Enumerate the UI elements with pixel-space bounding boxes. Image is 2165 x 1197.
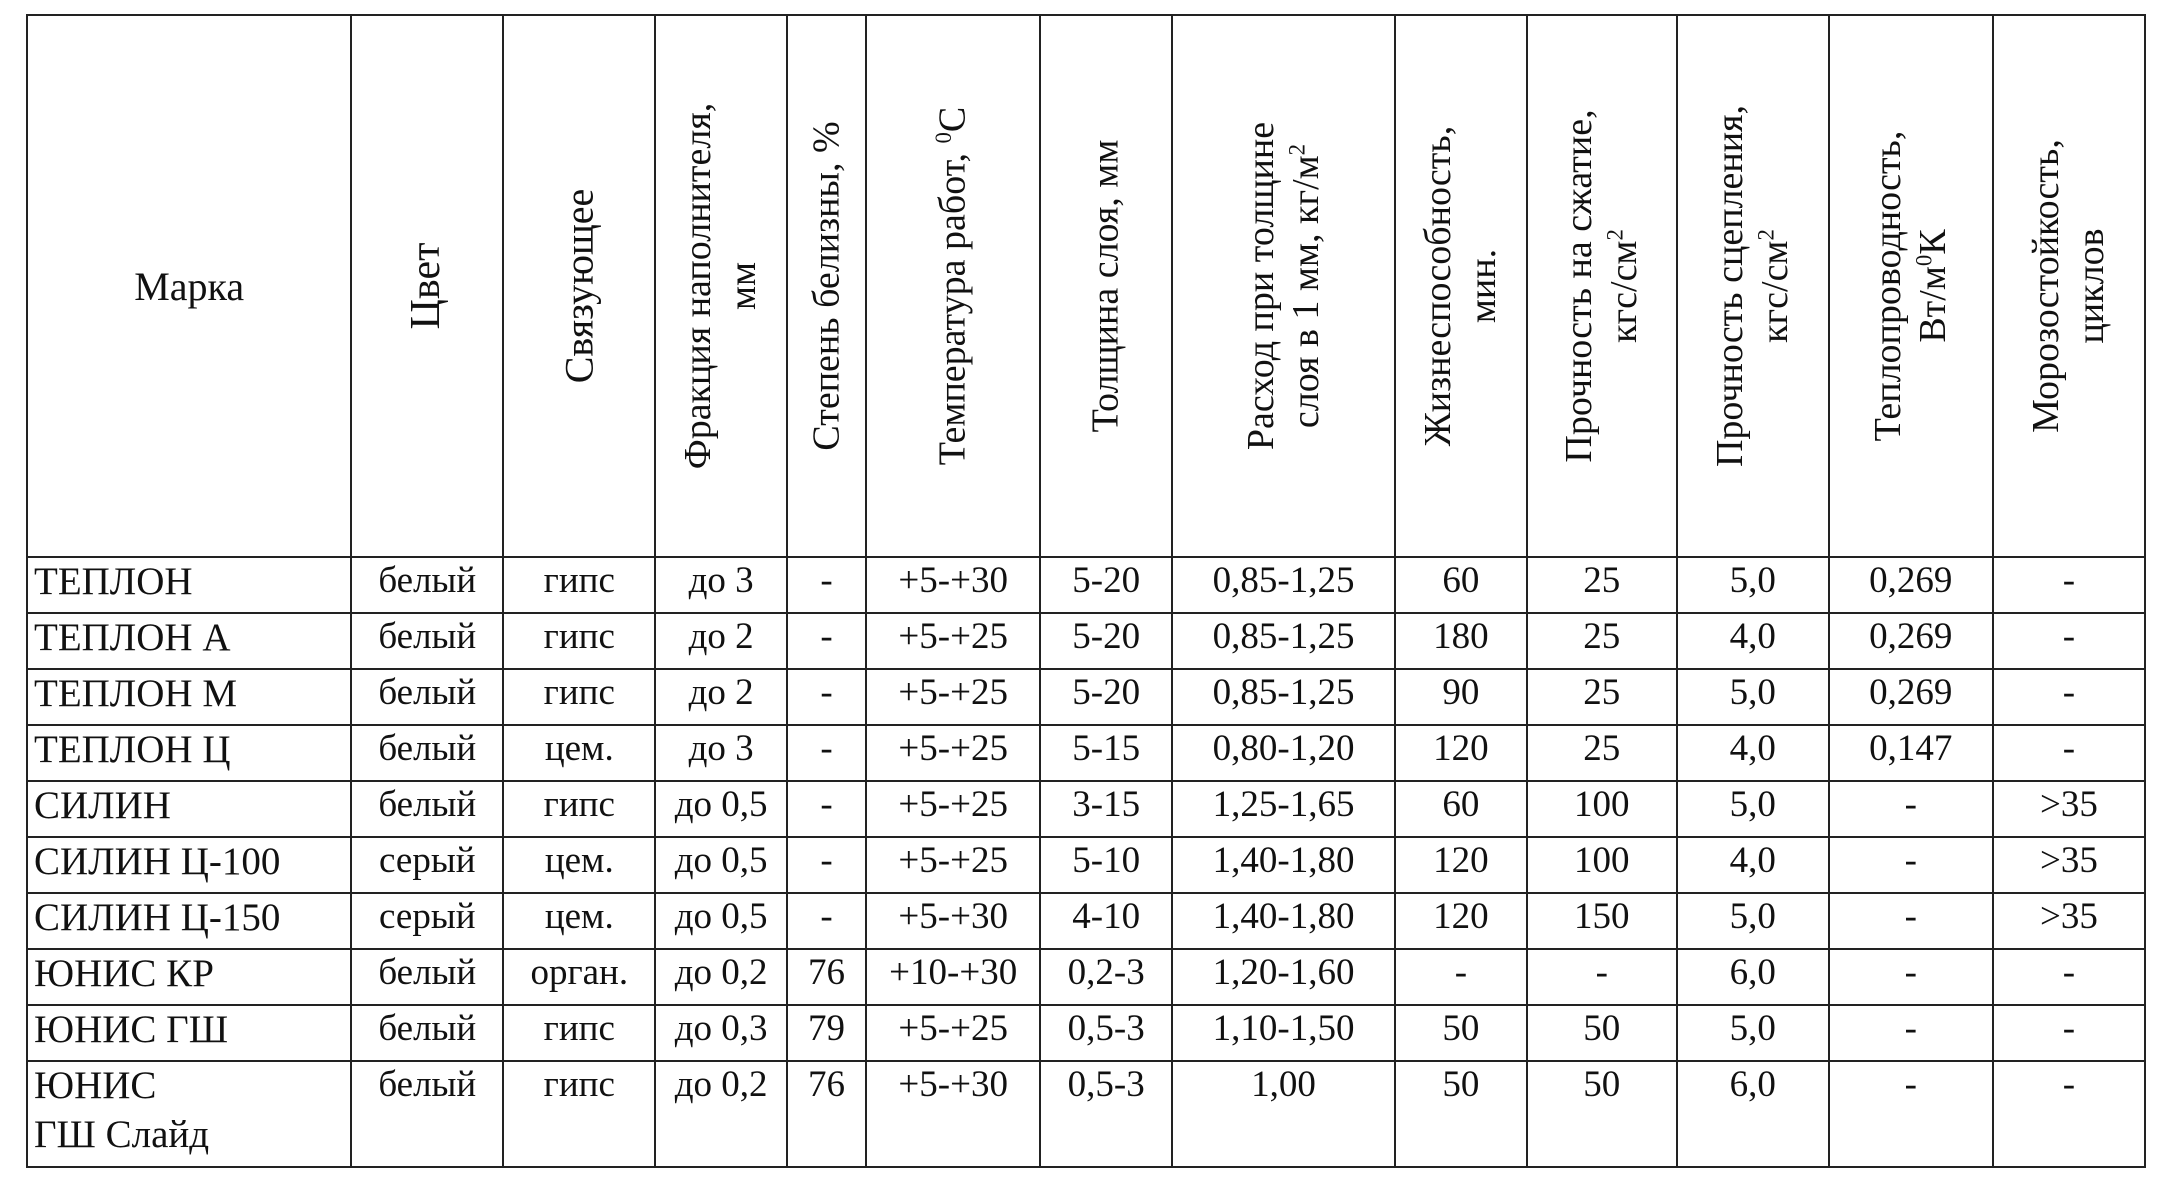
cell-whiteness: 76 xyxy=(787,949,866,1005)
cell-frost: - xyxy=(1993,1005,2145,1061)
cell-temperature: +5-+30 xyxy=(866,1061,1040,1167)
cell-frost: >35 xyxy=(1993,837,2145,893)
cell-adhesion: 4,0 xyxy=(1677,613,1829,669)
header-compressive-strength xyxy=(1527,15,1677,557)
header-consumption-sup: 2 xyxy=(1283,143,1309,156)
cell-whiteness: - xyxy=(787,557,866,613)
cell-fraction: до 3 xyxy=(655,725,787,781)
cell-adhesion: 5,0 xyxy=(1677,781,1829,837)
header-marka: Марка xyxy=(27,15,351,557)
cell-name: СИЛИН xyxy=(27,781,351,837)
header-fraction-line2: мм xyxy=(722,261,765,311)
header-frost-line2: циклов xyxy=(2069,228,2112,344)
cell-thermal: 0,269 xyxy=(1829,557,1993,613)
cell-compress: 100 xyxy=(1527,837,1677,893)
cell-color: белый xyxy=(351,557,503,613)
header-adhesion-line2: кгс/см xyxy=(1753,240,1796,343)
cell-fraction: до 0,5 xyxy=(655,893,787,949)
cell-thermal: 0,269 xyxy=(1829,669,1993,725)
header-adhesion-sup: 2 xyxy=(1753,229,1779,241)
cell-compress: 25 xyxy=(1527,725,1677,781)
cell-binder: гипс xyxy=(503,557,655,613)
cell-fraction: до 0,5 xyxy=(655,837,787,893)
cell-binder: гипс xyxy=(503,669,655,725)
cell-whiteness: - xyxy=(787,893,866,949)
cell-thickness: 5-20 xyxy=(1040,613,1172,669)
cell-color: белый xyxy=(351,669,503,725)
cell-potlife: 180 xyxy=(1395,613,1527,669)
cell-consumption: 0,85-1,25 xyxy=(1172,557,1395,613)
header-thickness xyxy=(1040,15,1172,557)
cell-adhesion: 4,0 xyxy=(1677,725,1829,781)
cell-name: ТЕПЛОН А xyxy=(27,613,351,669)
header-potlife xyxy=(1395,15,1527,557)
header-thermal-sup: 0 xyxy=(1911,254,1937,267)
table-row xyxy=(27,781,2145,837)
cell-thickness: 5-15 xyxy=(1040,725,1172,781)
cell-thickness: 0,5-3 xyxy=(1040,1005,1172,1061)
header-frost-line1: Морозостойкость, xyxy=(2025,139,2068,433)
cell-whiteness: - xyxy=(787,725,866,781)
cell-adhesion: 6,0 xyxy=(1677,1061,1829,1167)
cell-whiteness: - xyxy=(787,669,866,725)
cell-frost: - xyxy=(1993,1061,2145,1167)
cell-potlife: 120 xyxy=(1395,837,1527,893)
cell-temperature: +5-+25 xyxy=(866,781,1040,837)
cell-thickness: 5-20 xyxy=(1040,669,1172,725)
cell-binder: цем. xyxy=(503,837,655,893)
header-thermal-conductivity xyxy=(1829,15,1993,557)
cell-temperature: +5-+25 xyxy=(866,1005,1040,1061)
cell-color: белый xyxy=(351,1061,503,1167)
cell-adhesion: 5,0 xyxy=(1677,669,1829,725)
cell-thermal: - xyxy=(1829,837,1993,893)
cell-color: белый xyxy=(351,781,503,837)
cell-fraction: до 0,5 xyxy=(655,781,787,837)
cell-compress: 25 xyxy=(1527,669,1677,725)
header-binder-text: Связующее xyxy=(556,188,602,384)
cell-thermal: 0,147 xyxy=(1829,725,1993,781)
cell-potlife: 50 xyxy=(1395,1061,1527,1167)
cell-binder: гипс xyxy=(503,1061,655,1167)
cell-color: белый xyxy=(351,725,503,781)
cell-name: СИЛИН Ц-100 xyxy=(27,837,351,893)
table-row xyxy=(27,893,2145,949)
header-temperature-text: Температура работ, xyxy=(931,153,974,466)
cell-consumption: 0,85-1,25 xyxy=(1172,613,1395,669)
cell-frost: - xyxy=(1993,669,2145,725)
cell-compress: 150 xyxy=(1527,893,1677,949)
cell-fraction: до 2 xyxy=(655,669,787,725)
table-row xyxy=(27,725,2145,781)
header-temperature-sup: 0 xyxy=(931,132,957,144)
header-fraction xyxy=(655,15,787,557)
cell-binder: гипс xyxy=(503,613,655,669)
cell-frost: >35 xyxy=(1993,893,2145,949)
cell-consumption: 1,40-1,80 xyxy=(1172,837,1395,893)
cell-temperature: +5-+25 xyxy=(866,837,1040,893)
cell-consumption: 1,20-1,60 xyxy=(1172,949,1395,1005)
cell-frost: - xyxy=(1993,557,2145,613)
table-row xyxy=(27,1061,2145,1167)
cell-adhesion: 5,0 xyxy=(1677,557,1829,613)
header-thermal-line2: Вт/м xyxy=(1911,266,1954,343)
cell-name xyxy=(27,1061,351,1167)
cell-compress: 25 xyxy=(1527,613,1677,669)
cell-frost: - xyxy=(1993,613,2145,669)
header-fraction-line1: Фракция наполнителя, xyxy=(677,102,720,470)
cell-adhesion: 4,0 xyxy=(1677,837,1829,893)
header-thickness-text: Толщина слоя, мм xyxy=(1084,139,1127,433)
cell-name: ТЕПЛОН xyxy=(27,557,351,613)
header-temperature-unit: С xyxy=(931,106,974,133)
cell-thermal: - xyxy=(1829,893,1993,949)
materials-spec-table xyxy=(26,14,2146,1168)
cell-adhesion: 5,0 xyxy=(1677,893,1829,949)
header-consumption-line2: слоя в 1 мм, кг/м xyxy=(1284,155,1327,429)
cell-adhesion: 6,0 xyxy=(1677,949,1829,1005)
cell-frost: - xyxy=(1993,725,2145,781)
header-compress-sup: 2 xyxy=(1602,229,1628,241)
cell-temperature: +5-+25 xyxy=(866,669,1040,725)
cell-name-line1: ЮНИС xyxy=(34,1064,157,1107)
cell-temperature: +5-+30 xyxy=(866,557,1040,613)
cell-adhesion: 5,0 xyxy=(1677,1005,1829,1061)
table-row xyxy=(27,669,2145,725)
cell-color: белый xyxy=(351,949,503,1005)
cell-name: СИЛИН Ц-150 xyxy=(27,893,351,949)
cell-temperature: +5-+30 xyxy=(866,893,1040,949)
header-adhesion-line1: Прочность сцепления, xyxy=(1708,104,1751,468)
table-row xyxy=(27,1005,2145,1061)
cell-thickness: 5-10 xyxy=(1040,837,1172,893)
header-whiteness xyxy=(787,15,866,557)
cell-name: ЮНИС КР xyxy=(27,949,351,1005)
cell-fraction: до 0,2 xyxy=(655,1061,787,1167)
header-compress-line2: кгс/см xyxy=(1602,240,1645,343)
cell-color: серый xyxy=(351,893,503,949)
cell-potlife: 60 xyxy=(1395,557,1527,613)
cell-color: белый xyxy=(351,613,503,669)
cell-thickness: 0,2-3 xyxy=(1040,949,1172,1005)
cell-consumption: 1,40-1,80 xyxy=(1172,893,1395,949)
cell-compress: 50 xyxy=(1527,1061,1677,1167)
cell-name-line2: ГШ Слайд xyxy=(34,1112,210,1156)
cell-frost: - xyxy=(1993,949,2145,1005)
cell-fraction: до 0,3 xyxy=(655,1005,787,1061)
cell-whiteness: - xyxy=(787,781,866,837)
header-whiteness-text: Степень белизны, % xyxy=(805,121,848,451)
cell-fraction: до 0,2 xyxy=(655,949,787,1005)
cell-binder: гипс xyxy=(503,1005,655,1061)
table-row xyxy=(27,949,2145,1005)
cell-name: ТЕПЛОН М xyxy=(27,669,351,725)
cell-binder: орган. xyxy=(503,949,655,1005)
cell-frost: >35 xyxy=(1993,781,2145,837)
cell-potlife: 50 xyxy=(1395,1005,1527,1061)
header-color xyxy=(351,15,503,557)
cell-fraction: до 2 xyxy=(655,613,787,669)
cell-consumption: 1,10-1,50 xyxy=(1172,1005,1395,1061)
cell-name: ЮНИС ГШ xyxy=(27,1005,351,1061)
cell-binder: гипс xyxy=(503,781,655,837)
cell-consumption: 1,00 xyxy=(1172,1061,1395,1167)
cell-temperature: +10-+30 xyxy=(866,949,1040,1005)
cell-temperature: +5-+25 xyxy=(866,725,1040,781)
header-consumption-line1: Расход при толщине xyxy=(1239,121,1282,451)
cell-compress: 25 xyxy=(1527,557,1677,613)
header-temperature xyxy=(866,15,1040,557)
cell-fraction: до 3 xyxy=(655,557,787,613)
cell-whiteness: 79 xyxy=(787,1005,866,1061)
header-potlife-line2: мин. xyxy=(1461,248,1504,324)
cell-binder: цем. xyxy=(503,725,655,781)
cell-binder: цем. xyxy=(503,893,655,949)
cell-consumption: 0,85-1,25 xyxy=(1172,669,1395,725)
header-compress-line1: Прочность на сжатие, xyxy=(1557,109,1600,463)
cell-compress: 100 xyxy=(1527,781,1677,837)
cell-thickness: 5-20 xyxy=(1040,557,1172,613)
cell-thermal: - xyxy=(1829,781,1993,837)
cell-thermal: - xyxy=(1829,949,1993,1005)
cell-name: ТЕПЛОН Ц xyxy=(27,725,351,781)
cell-thermal: 0,269 xyxy=(1829,613,1993,669)
cell-color: белый xyxy=(351,1005,503,1061)
cell-compress: 50 xyxy=(1527,1005,1677,1061)
cell-compress: - xyxy=(1527,949,1677,1005)
cell-potlife: 60 xyxy=(1395,781,1527,837)
cell-thickness: 0,5-3 xyxy=(1040,1061,1172,1167)
cell-whiteness: - xyxy=(787,837,866,893)
cell-consumption: 0,80-1,20 xyxy=(1172,725,1395,781)
header-frost-resistance xyxy=(1993,15,2145,557)
cell-consumption: 1,25-1,65 xyxy=(1172,781,1395,837)
cell-whiteness: 76 xyxy=(787,1061,866,1167)
cell-potlife: 120 xyxy=(1395,893,1527,949)
table-row xyxy=(27,613,2145,669)
header-row xyxy=(27,15,2145,557)
cell-thermal: - xyxy=(1829,1061,1993,1167)
cell-temperature: +5-+25 xyxy=(866,613,1040,669)
header-adhesion-strength xyxy=(1677,15,1829,557)
table-row xyxy=(27,557,2145,613)
cell-thermal: - xyxy=(1829,1005,1993,1061)
cell-thickness: 3-15 xyxy=(1040,781,1172,837)
header-thermal-unit: К xyxy=(1911,229,1954,255)
header-binder xyxy=(503,15,655,557)
header-color-text: Цвет xyxy=(403,242,450,330)
cell-thickness: 4-10 xyxy=(1040,893,1172,949)
header-potlife-line1: Жизнеспособность, xyxy=(1417,125,1460,447)
cell-potlife: 90 xyxy=(1395,669,1527,725)
header-consumption xyxy=(1172,15,1395,557)
table-row xyxy=(27,837,2145,893)
cell-potlife: 120 xyxy=(1395,725,1527,781)
cell-color: серый xyxy=(351,837,503,893)
cell-whiteness: - xyxy=(787,613,866,669)
cell-potlife: - xyxy=(1395,949,1527,1005)
header-thermal-line1: Теплопроводность, xyxy=(1866,130,1909,442)
